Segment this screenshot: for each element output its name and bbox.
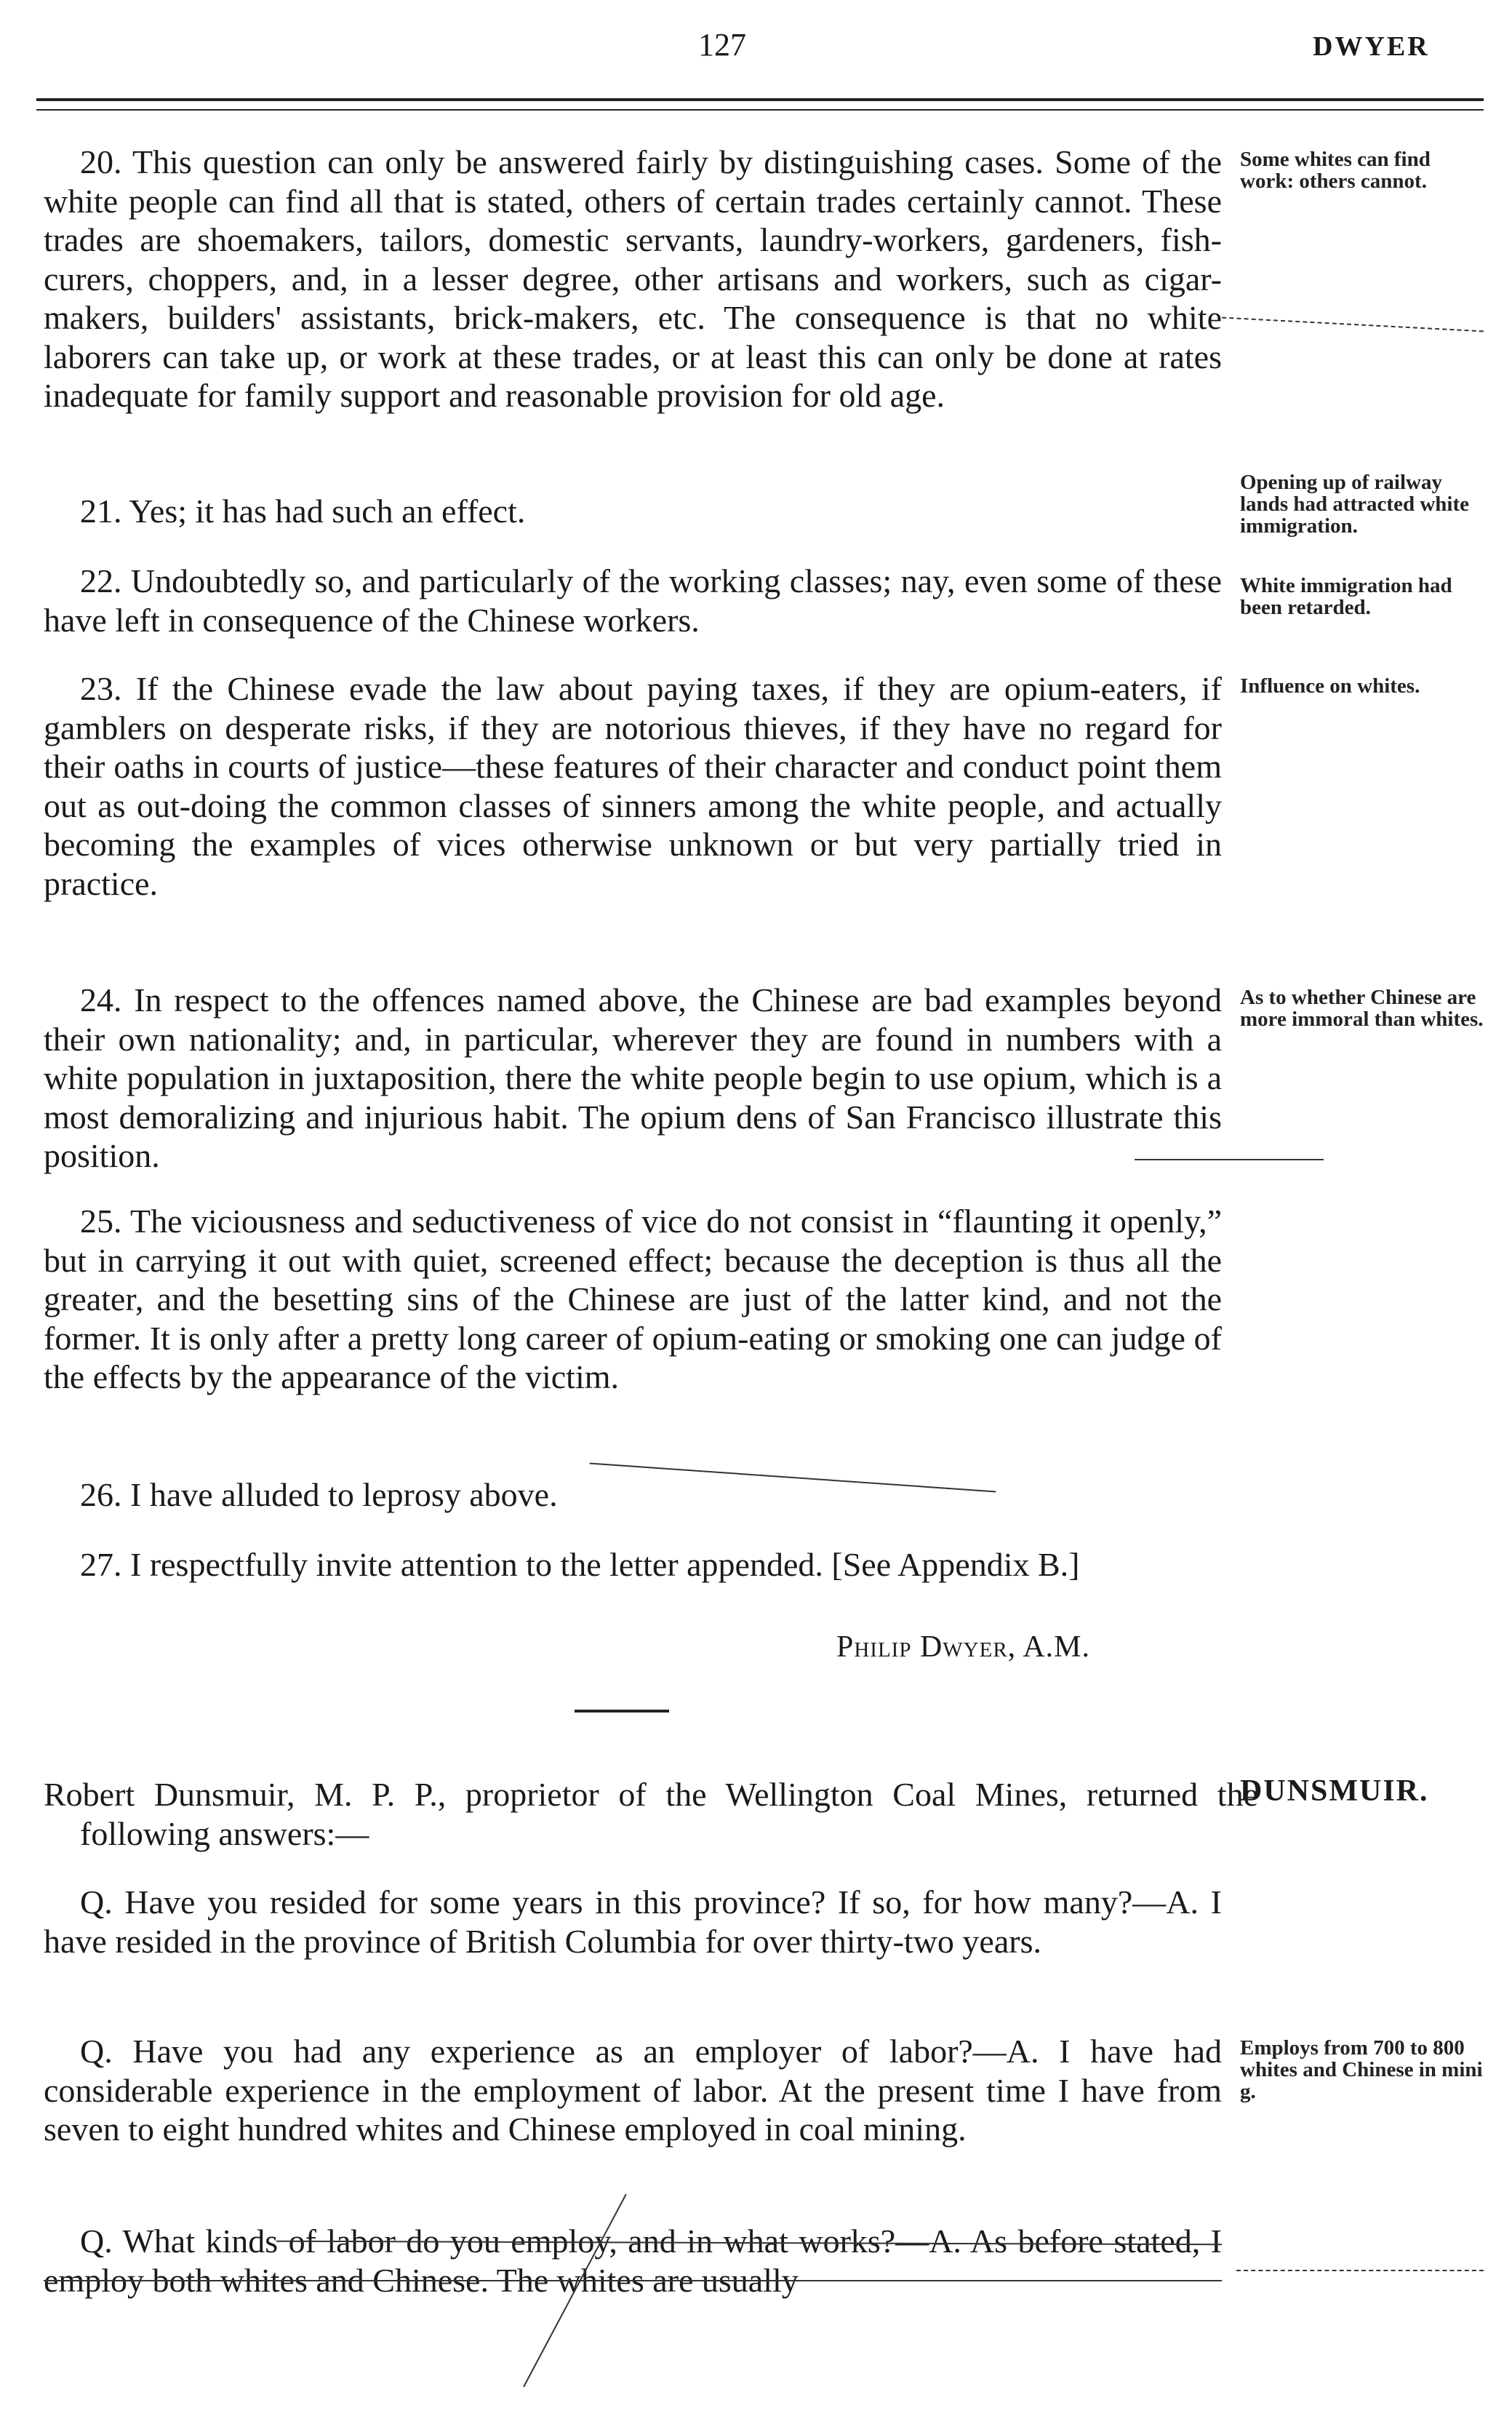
dunsmuir-intro: Robert Dunsmuir, M. P. P., proprietor of the Wellington Coal Mines, returned the following answers:—: [44, 1776, 1258, 1852]
pencil-strike-line: [1222, 317, 1484, 332]
section-head-dunsmuir: DUNSMUIR.: [1240, 1774, 1429, 1808]
section-divider: [575, 1710, 669, 1713]
question-1: Q. Have you resided for some years in this province? If so, for how many?—A. I have resided in the province of British Columbia for over thirty-two years.: [44, 1883, 1222, 1960]
page-number: 127: [698, 27, 746, 63]
paragraph-27: 27. I respectfully invite attention to the letter appended. [See Appendix B.]: [80, 1546, 1080, 1583]
question-2: Q. Have you had any experience as an employer of labor?—A. I have had considerable experience in the employment of labor. At the present time I have from seven to eight hundred whites and Chinese employed in coal mining.: [44, 2033, 1222, 2148]
header-rule-thin: [36, 109, 1484, 111]
margin-note-20: Some whites can find work: others cannot.: [1240, 148, 1431, 193]
pencil-strike-line: [1135, 1159, 1324, 1160]
question-3: Q. What kinds of labor do you employ, and in what works?—A. As before stated, I employ both whites and Chinese. The whites are usually: [44, 2222, 1222, 2299]
paragraph-26: 26. I have alluded to leprosy above.: [80, 1476, 558, 1513]
margin-note-q2: Employs from 700 to 800 whites and Chinese in mini g.: [1240, 2036, 1483, 2103]
paragraph-21: 21. Yes; it has had such an effect.: [80, 493, 526, 530]
running-head: DWYER: [1313, 31, 1430, 62]
pencil-strike-line: [1236, 2270, 1484, 2271]
paragraph-25: 25. The viciousness and seductiveness of vice do not consist in “flaunting it openly,” but in carrying it out with quiet, screened effect; because the deception is thus all the greater, and the besetting sins of the Chinese are just of the latter kind, and not the former. It is only after a pretty long career of opium-eating or smoking one can judge of the effects by the appearance of the victim.: [44, 1203, 1222, 1395]
paragraph-22: 22. Undoubtedly so, and particularly of the working classes; nay, even some of these have left in consequence of the Chinese workers.: [44, 562, 1222, 639]
signature: Philip Dwyer, A.M.: [836, 1630, 1091, 1664]
margin-note-22: White immigration had been retarded.: [1240, 574, 1452, 619]
header-rule: [36, 98, 1484, 101]
pencil-strike-line: [44, 2280, 1222, 2281]
paragraph-20: 20. This question can only be answered fairly by distinguishing cases. Some of the white people can find all that is stated, others of certain trades certainly cannot. These trades are shoemakers, tailors, domestic servants, laundry-workers, gardeners, fish-curers, choppers, and, in a lesser degree, other artisans and workers, such as cigar-makers, builders' assistants, brick-makers, etc. The consequence is that no white laborers can take up, or work at these trades, or at least this can only be done at rates inadequate for family support and reasonable provision for old age.: [44, 143, 1222, 414]
paragraph-23: 23. If the Chinese evade the law about paying taxes, if they are opium-eaters, if gamblers on desperate risks, if they are notorious thieves, if they have no regard for their oaths in courts of justice—these features of their character and conduct point them out as out-doing the common classes of sinners among the white people, and actually becoming the examples of vices otherwise unknown or but very partially tried in practice.: [44, 670, 1222, 902]
margin-note-24: As to whether Chinese are more immoral than whites.: [1240, 986, 1484, 1031]
paragraph-24: 24. In respect to the offences named above, the Chinese are bad examples beyond their own nationality; and, in particular, wherever they are found in numbers with a white population in juxtaposition, there the white people begin to use opium, which is a most demoralizing and injurious habit. The opium dens of San Francisco illustrate this position.: [44, 981, 1222, 1174]
margin-note-21: Opening up of railway lands had attracted white immigration.: [1240, 471, 1469, 538]
margin-note-23: Influence on whites.: [1240, 674, 1420, 698]
